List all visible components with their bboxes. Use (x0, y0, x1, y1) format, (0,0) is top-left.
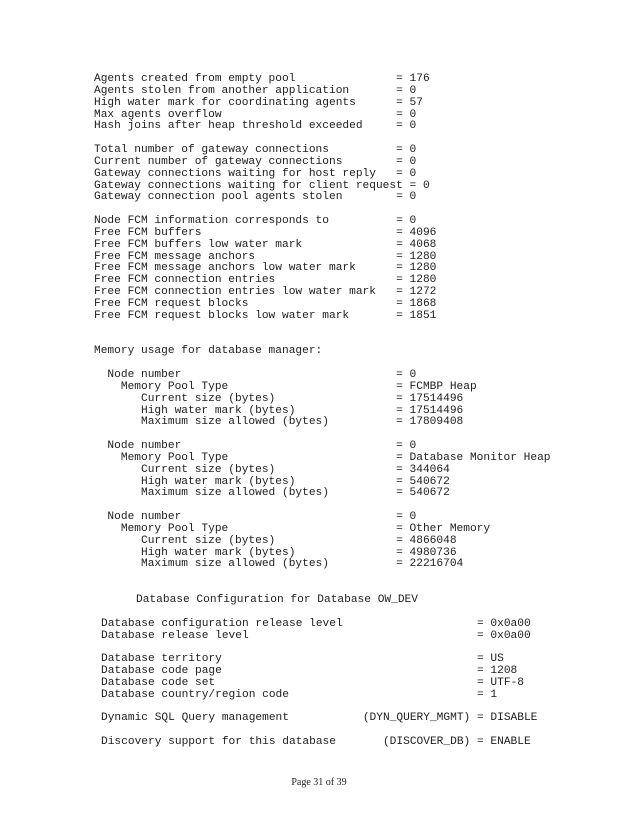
db-territory-block: Database territory = US Database code page = 1208 Database code set = UTF-8 Database country/region code = 1 (101, 653, 524, 701)
dyn-sql-line: Dynamic SQL Query management (DYN_QUERY_MGMT) = DISABLE (101, 712, 538, 724)
memory-pool-block-1: Node number = 0 Memory Pool Type = FCMBP Heap Current size (bytes) = 17514496 High water mark (bytes) = 17514496 Maximum size allowed (bytes) = 17809408 (107, 369, 477, 429)
discover-db-line: Discovery support for this database (DISCOVER_DB) = ENABLE (101, 736, 531, 748)
memory-pool-block-3: Node number = 0 Memory Pool Type = Other Memory Current size (bytes) = 4866048 High water mark (bytes) = 4980736 Maximum size allowed (bytes) = 22216704 (107, 511, 491, 571)
page-number-footer: Page 31 of 39 (291, 777, 347, 788)
fcm-stats-block: Node FCM information corresponds to = 0 Free FCM buffers = 4096 Free FCM buffers low water mark = 4068 Free FCM message anchors = 1280 Free FCM message anchors low water mark = 1280 Free FCM connection entries = 1280 Free FCM connection entries low water mark = 1272 Free FCM request blocks = 1868 Free FCM request blocks low water mark = 1851 (94, 215, 437, 322)
gateway-stats-block: Total number of gateway connections = 0 Current number of gateway connections = 0 Gateway connections waiting for host reply = 0 Gateway connections waiting for client request = 0 Gateway connection pool agents stolen = 0 (94, 144, 430, 204)
db-release-block: Database configuration release level = 0x0a00 Database release level = 0x0a00 (101, 618, 531, 642)
agent-stats-block: Agents created from empty pool = 176 Agents stolen from another application = 0 High water mark for coordinating agents = 57 Max agents overflow = 0 Hash joins after heap threshold exceeded = 0 (94, 73, 430, 133)
memory-pool-block-2: Node number = 0 Memory Pool Type = Database Monitor Heap Current size (bytes) = 344064 High water mark (bytes) = 540672 Maximum size allowed (bytes) = 540672 (107, 440, 551, 500)
db-config-heading: Database Configuration for Database OW_DEV (136, 594, 418, 606)
memory-usage-heading: Memory usage for database manager: (94, 345, 323, 357)
